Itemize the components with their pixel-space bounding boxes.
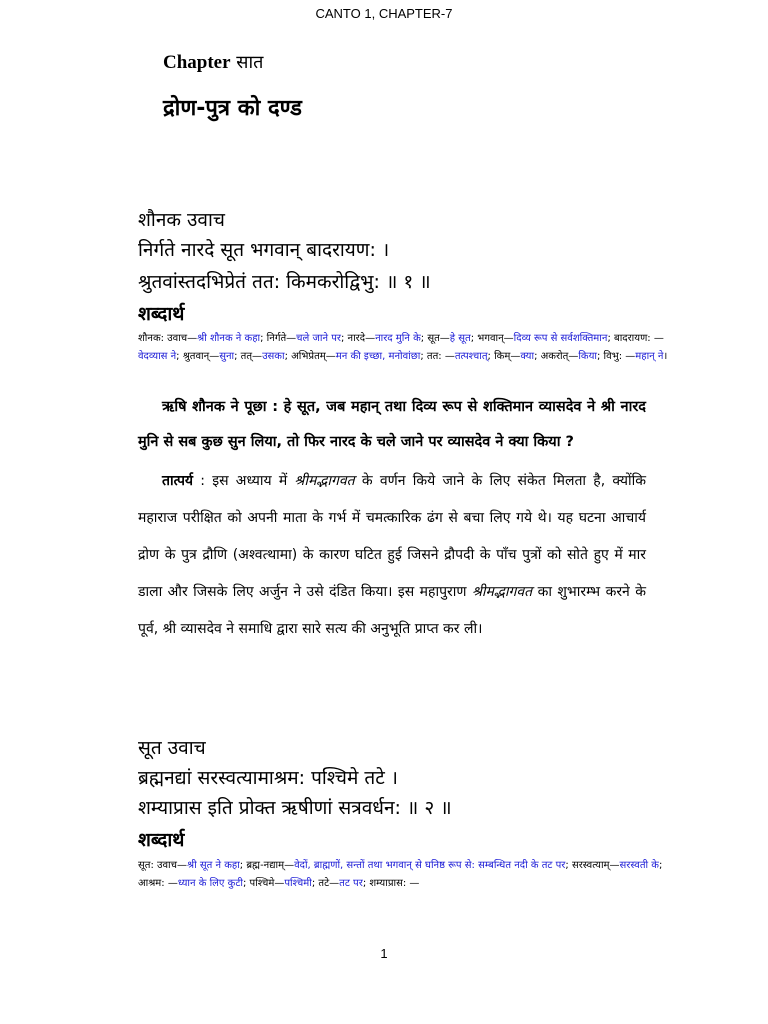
- synonyms1-heading: शब्दार्थ: [138, 303, 185, 325]
- purport-book-1: श्रीमद्भागवत: [294, 473, 355, 489]
- synonym-term: ; निर्गते—: [260, 333, 297, 344]
- synonym-term: ; आश्रम: —: [138, 860, 663, 889]
- chapter-number: सात: [236, 52, 264, 73]
- purport-text-1: : इस अध्याय में: [193, 473, 295, 489]
- synonym-meaning: महान् ने: [635, 351, 664, 362]
- purport-text-2: के वर्णन किये जाने के लिए संकेत मिलता है, क्योंकि महाराज परीक्षित को अपनी माता के गर्भ में चमत्कारिक ढंग से बचा लिए गये थे। यह घटना आचार्य द्रोण के पुत्र द्रौणि (अश्वत्थामा) के कारण घटित हुई जिसने द्रौपदी के पाँच पुत्रों को सोते हुए में मार डाला और जिसके लिए अर्जुन ने उसे दंडित किया। इस महापुराण: [138, 473, 646, 600]
- synonym-meaning: क्या: [520, 351, 535, 362]
- synonym-term: ; सरस्वत्याम्—: [565, 860, 620, 871]
- synonym-term: ; तत: —: [420, 351, 455, 362]
- chapter-word: Chapter: [163, 52, 231, 73]
- synonym-meaning: वेदव्यास ने: [138, 351, 177, 362]
- purport-label: तात्पर्य: [162, 473, 194, 489]
- synonym-term: ; शम्याप्रास: —: [362, 878, 420, 889]
- synonym-term: ; तटे—: [311, 878, 340, 889]
- synonym-meaning: वेदों, ब्राह्मणों, सन्तों तथा भगवान् से घनिष्ठ रूप से: सम्बन्धित नदी के तट पर: [294, 860, 566, 871]
- synonym-meaning: मन की इच्छा, मनोवांछा: [335, 351, 421, 362]
- synonym-meaning: सुना: [219, 351, 235, 362]
- synonyms1-gloss: [138, 330, 670, 366]
- synonym-term: ; नारदे—: [340, 333, 376, 344]
- purport-text-3: का शुभारम्भ करने के पूर्व, श्री व्यासदेव ने समाधि द्वारा सारे सत्य की अनुभूति प्राप्त कर ली।: [138, 584, 646, 637]
- chapter-label: [163, 50, 263, 74]
- synonym-meaning: तत्पश्चात्: [454, 351, 488, 362]
- synonym-term: शौनक: उवाच—: [138, 333, 198, 344]
- verse2-line1: ब्रह्मनद्यां सरस्वत्यामाश्रम: पश्चिमे तटे ।: [138, 767, 399, 789]
- synonym-term: ; तत्—: [234, 351, 263, 362]
- synonym-meaning: श्री शौनक ने कहा: [197, 333, 261, 344]
- synonym-meaning: दिव्य रूप से सर्वशक्तिमान: [513, 333, 608, 344]
- synonym-term: ; सूत—: [420, 333, 450, 344]
- synonym-meaning: श्री सूत ने कहा: [187, 860, 240, 871]
- synonyms2-gloss: [138, 857, 670, 893]
- synonym-term: ; ब्रह्म-नद्याम्—: [239, 860, 295, 871]
- synonym-term: ; भगवान्—: [470, 333, 514, 344]
- synonym-meaning: हे सूत: [449, 333, 471, 344]
- synonym-term: ; पश्चिमे—: [242, 878, 285, 889]
- synonym-meaning: तट पर: [339, 878, 363, 889]
- synonyms2-heading: शब्दार्थ: [138, 829, 185, 851]
- synonym-term: सूत: उवाच—: [138, 860, 187, 871]
- verse1-speaker: शौनक उवाच: [138, 209, 225, 231]
- verse1-line1: निर्गते नारदे सूत भगवान् बादरायण: ।: [138, 239, 390, 261]
- verse2-speaker: सूत उवाच: [138, 737, 206, 759]
- synonym-meaning: चले जाने पर: [296, 333, 341, 344]
- running-header: CANTO 1, CHAPTER-7: [315, 6, 453, 21]
- synonym-term: ; बादरायण: —: [607, 333, 664, 344]
- synonym-term: ; श्रुतवान्—: [176, 351, 220, 362]
- purport-book-2: श्रीमद्भागवत: [471, 584, 533, 600]
- verse1-line2: श्रुतवांस्तदभिप्रेतं तत: किमकरोद्विभु: ॥ १ ॥: [138, 271, 431, 293]
- purport: [138, 463, 646, 648]
- synonym-term: ; विभु: —: [597, 351, 636, 362]
- synonym-meaning: सरस्वती के: [619, 860, 659, 871]
- synonym-term: ; अभिप्रेतम्—: [284, 351, 336, 362]
- synonym-meaning: नारद मुनि के: [375, 333, 421, 344]
- synonym-term: ; किम्—: [487, 351, 521, 362]
- synonym-meaning: पश्चिमी: [284, 878, 312, 889]
- page-number: 1: [380, 946, 388, 961]
- synonym-term: ।: [663, 351, 668, 362]
- translation1: ऋषि शौनक ने पूछा : हे सूत, जब महान् तथा दिव्य रूप से शक्तिमान व्यासदेव ने श्री नारद मुनि से सब कुछ सुन लिया, तो फिर नारद के चले जाने पर व्यासदेव ने क्या किया ?: [138, 399, 646, 450]
- synonym-meaning: किया: [578, 351, 597, 362]
- synonym-meaning: ध्यान के लिए कुटी: [177, 878, 243, 889]
- verse2-line2: शम्याप्रास इति प्रोक्त ऋषीणां सत्रवर्धन: ॥ २ ॥: [138, 797, 452, 819]
- chapter-title: द्रोण-पुत्र को दण्ड: [163, 96, 302, 121]
- synonym-meaning: उसका: [262, 351, 285, 362]
- synonym-term: ; अकरोत्—: [534, 351, 579, 362]
